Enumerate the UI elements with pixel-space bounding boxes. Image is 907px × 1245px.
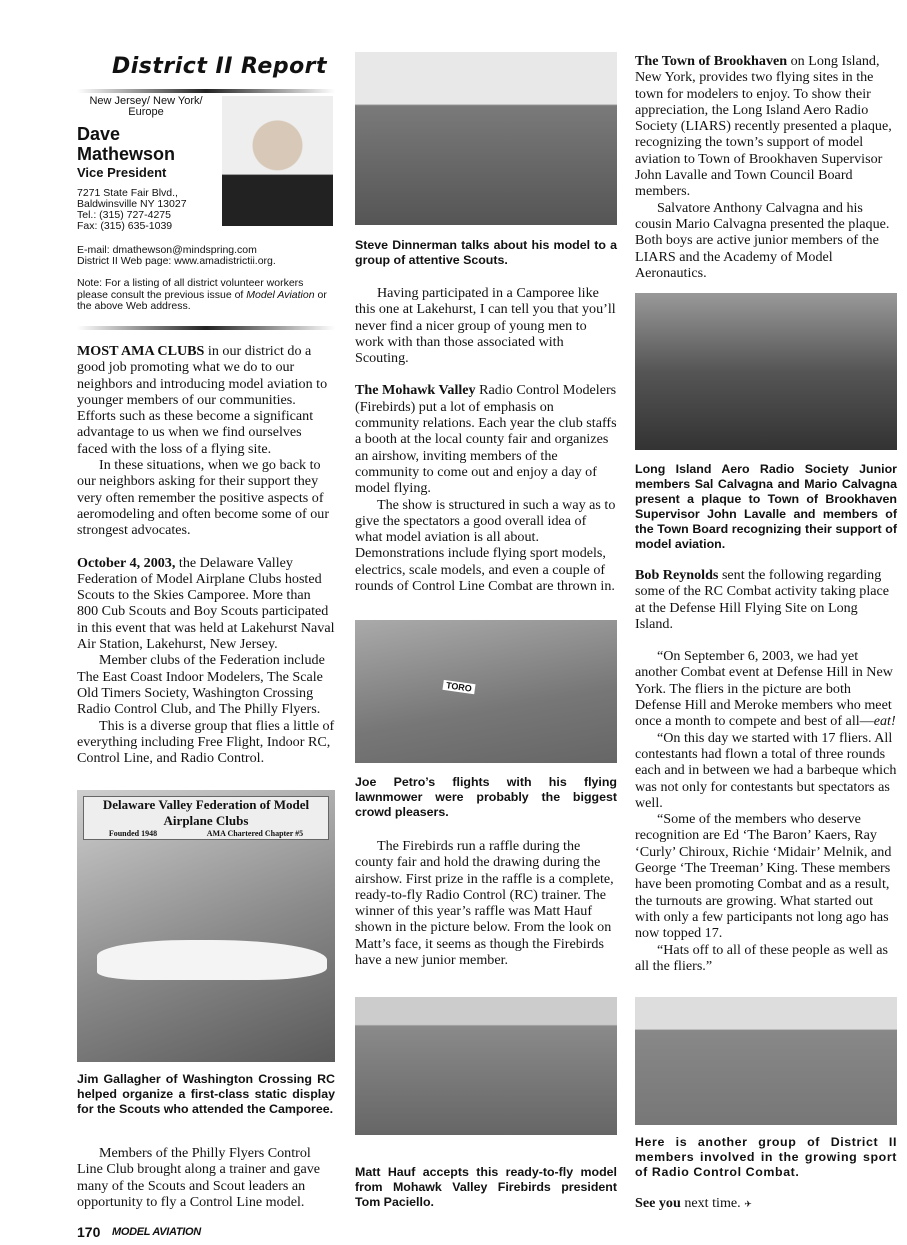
right-column-text bbox=[635, 567, 897, 974]
vp-first-name: Dave bbox=[77, 124, 121, 144]
text: In these situations, when we go back to our neighbors asking for their support they very often remember the positive aspects of aeromodeling and often become some of our strongest advocates. bbox=[77, 457, 330, 539]
helicopter-model bbox=[97, 940, 327, 980]
fax: Fax: (315) 635-1039 bbox=[77, 220, 173, 232]
middle-column-text bbox=[355, 285, 617, 594]
text: The Firebirds run a raffle during the county fair and hold the drawing during the airshow. First prize in the raffle is a complete, ready-to-fly Radio Control (RC) trainer. The winner of this year’s raffle was Matt Hauf shown in the picture below. From the look on Matt’s face, it seems as though the Firebirds have a new junior member. bbox=[355, 838, 614, 969]
lead-in: The Town of Brookhaven bbox=[635, 53, 788, 69]
paragraph bbox=[635, 567, 897, 632]
text: on Long Island, New York, provides two flying sites in the town for modelers to enjoy. To show their appreciation, the Long Island Aero Radio Society (LIARS) recently presented a plaque, recognizing the town’s support of model aviation to Town of Brookhaven Supervisor John Lavalle and Town Council Board members. bbox=[635, 53, 892, 200]
address-line: Baldwinsville NY 13027 bbox=[77, 198, 187, 210]
text: sent the following regarding some of the RC Combat activity taking place at the Defense Hill Flying Site on Long Island. bbox=[635, 567, 890, 632]
paragraph bbox=[355, 838, 617, 968]
text: Radio Control Modelers (Firebirds) put a lot of emphasis on community relations. Each year the club staffs a booth at the local county fair and organizes an airshow, inviting members of the community to come out and enjoy a day of model flying. bbox=[355, 382, 617, 497]
text: in our district do a good job promoting what we do to our neighbors and introducing model aviation to younger members of our communities. Efforts such as these become a significant advantage to us when we find ourselves faced with the loss of a flying site. bbox=[77, 343, 328, 457]
text: “On September 6, 2003, we had yet another Combat event at Defense Hill in New York. The fliers in the picture are both Defense Hill and Meroke members who meet once a month to compete and best of all— bbox=[635, 648, 893, 730]
divider bbox=[77, 326, 335, 330]
phone: Tel.: (315) 727-4275 bbox=[77, 209, 171, 221]
mower-label: TORO bbox=[442, 680, 475, 694]
paragraph bbox=[635, 648, 897, 729]
lead-in: The Mohawk Valley bbox=[355, 382, 476, 399]
sign-founded: Founded 1948 bbox=[108, 829, 158, 838]
vp-role: Vice President bbox=[77, 165, 167, 180]
text: Having participated in a Camporee like this one at Lakehurst, I can tell you that you’ll never find a nicer group of young men to work with than those associated with Scouting. bbox=[355, 285, 616, 367]
scouts-photo bbox=[355, 52, 617, 225]
combat-group-photo bbox=[635, 997, 897, 1125]
paragraph bbox=[635, 942, 897, 975]
paragraph bbox=[77, 555, 335, 653]
plaque-presentation-photo bbox=[635, 293, 897, 450]
paragraph bbox=[77, 457, 335, 538]
photo-caption: Steve Dinnerman talks about his model to a group of attentive Scouts. bbox=[355, 238, 617, 267]
text: This is a diverse group that flies a little of everything including Free Flight, Indoor RC, Control Line, and Radio Control. bbox=[77, 717, 335, 767]
vp-contact bbox=[77, 245, 337, 267]
region: New Jersey/ New York/ Europe bbox=[89, 95, 203, 118]
sign-chapter: AMA Chartered Chapter #5 bbox=[206, 829, 304, 838]
paragraph bbox=[635, 1195, 897, 1212]
page-title: District II Report bbox=[112, 54, 328, 79]
magazine-name: MODEL AVIATION bbox=[112, 1226, 201, 1238]
federation-sign bbox=[83, 796, 329, 840]
text: “Hats off to all of these people as well as all the fliers.” bbox=[635, 941, 889, 974]
vp-address bbox=[77, 188, 187, 232]
web-link[interactable]: District II Web page: www.amadistrictii.org. bbox=[77, 255, 276, 267]
text: Member clubs of the Federation include The East Coast Indoor Modelers, The Scale Old Timers Society, Washington Crossing Radio Control Club, and The Philly Flyers. bbox=[77, 652, 325, 718]
note-text: Note: For a listing of all district volunteer workers please consult the previous issue of bbox=[77, 277, 304, 301]
photo-caption: Matt Hauf accepts this ready-to-fly model from Mohawk Valley Firebirds president Tom Paciello. bbox=[355, 1165, 617, 1209]
paragraph bbox=[77, 718, 335, 767]
lead-in: Bob Reynolds bbox=[635, 567, 719, 583]
paragraph bbox=[77, 1145, 335, 1210]
text: Members of the Philly Flyers Control Line Club brought along a trainer and gave many of the Scouts and Scout leaders an opportunity to fly a Control Line model. bbox=[77, 1145, 321, 1210]
vp-note bbox=[77, 278, 335, 313]
paragraph bbox=[635, 53, 897, 200]
italic-text: eat! bbox=[873, 713, 896, 730]
static-display-photo bbox=[77, 790, 335, 1062]
vp-last-name: Mathewson bbox=[77, 144, 176, 164]
photo-caption: Jim Gallagher of Washington Crossing RC helped organize a first-class static display for the Scouts who attended the Camporee. bbox=[77, 1072, 335, 1116]
text: “On this day we started with 17 fliers. All contestants had flown a total of three rounds each and in between we had a barbeque which was not only for contestants but spectators as well. bbox=[635, 729, 897, 811]
middle-column-text bbox=[355, 838, 617, 968]
text: the Delaware Valley Federation of Model Airplane Clubs hosted Scouts to the Skies Camporee. More than 800 Cub Scouts and Boy Scouts participated in this event that was held at Lakehurst Naval Air Station, Lakehurst, New Jersey. bbox=[77, 554, 335, 653]
paragraph bbox=[635, 811, 897, 941]
raffle-winner-photo bbox=[355, 997, 617, 1135]
ama-logo-icon: ✈ bbox=[744, 1199, 752, 1209]
sign-title: Delaware Valley Federation of Model Airplane Clubs bbox=[102, 797, 310, 828]
vp-portrait bbox=[222, 96, 333, 226]
right-column-text bbox=[635, 53, 897, 281]
paragraph bbox=[635, 730, 897, 811]
text: next time. bbox=[680, 1195, 741, 1211]
paragraph bbox=[355, 285, 617, 366]
sign-off bbox=[635, 1195, 897, 1212]
note-text: or the above Web address. bbox=[77, 288, 327, 312]
paragraph bbox=[77, 343, 335, 457]
paragraph bbox=[355, 497, 617, 595]
lead-in: October 4, 2003, bbox=[77, 554, 176, 571]
lawnmower-photo bbox=[355, 620, 617, 763]
photo-caption: Long Island Aero Radio Society Junior members Sal Calvagna and Mario Calvagna present a plaque to Town of Brookhaven Supervisor John Lavalle and members of the Town Board recognizing their support of model aviation. bbox=[635, 462, 897, 551]
address-line: 7271 State Fair Blvd., bbox=[77, 187, 178, 199]
lead-in: See you bbox=[635, 1195, 681, 1211]
photo-caption: Joe Petro’s flights with his flying lawnmower were probably the biggest crowd pleasers. bbox=[355, 775, 617, 819]
lead-in: MOST AMA CLUBS bbox=[77, 343, 205, 359]
text: Salvatore Anthony Calvagna and his cousin Mario Calvagna presented the plaque. Both boys are active junior members of the LIARS and the Academy of Model Aeronautics. bbox=[635, 199, 890, 281]
photo-caption: Here is another group of District II members involved in the growing sport of Radio Control Combat. bbox=[635, 1135, 897, 1179]
note-magazine: Model Aviation bbox=[246, 288, 315, 301]
text: “Some of the members who deserve recognition are Ed ‘The Baron’ Kaers, Ray ‘Curly’ Chiroux, Richie ‘Midair’ Melnik, and George ‘The Treeman’ King. These members have been promoting Combat and as a result, the turnouts are growing. What started out with only a few participants not long ago has now topped 17. bbox=[635, 811, 892, 942]
paragraph bbox=[77, 652, 335, 717]
paragraph bbox=[355, 382, 617, 496]
left-column-text bbox=[77, 343, 335, 766]
email-link[interactable]: E-mail: dmathewson@mindspring.com bbox=[77, 244, 257, 256]
text: The show is structured in such a way as to give the spectators a good overall idea of what model aviation is all about. Demonstrations include flying sport models, electrics, scale models, and even a couple of rounds of Control Line Combat are thrown in. bbox=[355, 496, 616, 595]
left-column-text bbox=[77, 1145, 335, 1210]
paragraph bbox=[635, 200, 897, 281]
page-number: 170 bbox=[77, 1224, 101, 1240]
divider bbox=[77, 89, 335, 93]
